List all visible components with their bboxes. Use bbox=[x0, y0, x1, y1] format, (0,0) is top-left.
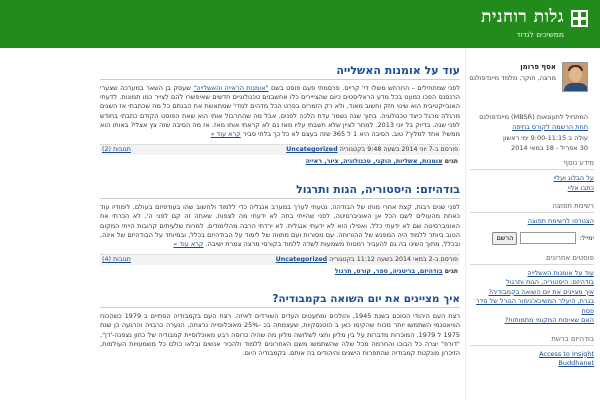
post-category-link[interactable]: Uncategorized bbox=[275, 256, 328, 264]
sidebar-heading-info: מידע נוסף bbox=[470, 159, 594, 170]
post-date: פורסם ב-2 במאי 2014 בשעה 11:12 בקטגוריה bbox=[329, 256, 458, 264]
post-inline-link[interactable]: "אומנות הראייה והאשלייה" bbox=[193, 84, 269, 92]
post-tags-list[interactable]: אומנות, אשליות, הוקני, טכנולוגיה, ציור, ראייה bbox=[305, 158, 443, 166]
sidebar-heading-mailing-list: רשימת תפוצה bbox=[470, 202, 594, 213]
author-extra-text: המתחיל לתעונאות (MBSR) מיינדפולנס bbox=[479, 113, 588, 121]
recent-post-link[interactable]: עוד על אומנות האשלייה bbox=[527, 268, 594, 277]
post-article bbox=[100, 277, 460, 358]
sidebar-heading-blogroll: בודהיזם ברשת bbox=[470, 335, 594, 346]
course-schedule-line: עולה ב 9:00-11:15 ימי ראשון bbox=[503, 134, 588, 142]
post-title[interactable]: איך מציינים את יום השואה בקמבודיה? bbox=[100, 277, 460, 308]
post-title[interactable]: בודהיזם: היסטוריה, הגות ותרגול bbox=[100, 167, 460, 199]
post-meta bbox=[100, 144, 460, 155]
course-schedule bbox=[468, 134, 588, 153]
post-body-text: לפני שנים רבות, קצת אחרי מותו של הבודהה, נטעתי לערך במערב אנגליה כדי ללמוד ולחשוב שהו בעודפיזם בעולם. לימודיו עוד כאחת מהעולים לשם הכל אן האוניברסיטה, לפני שהייתי בתה לא ידעתי מה לצפות. שאתה זה קם לפני ה', לא הכרתי את האוניברסיטה שם לא ידעתי כלל, ואפילו הוא לא ידעתי אנגלית. לא ירדתי הרבה מהלימודים. למרות שלעיתים קרובות הייתי המקום הטוב ביותר ללמוד היה המפגש של ההורותה. עם מסורות ועם מתווה של לימוד על הבודהיזם בכלל, ובמיוחד על הבודהיזם של אינה, ובכלל, מתוך השינו בה גם להעביר רמטות משמעות לשדה bbox=[100, 203, 460, 249]
subscribe-email-input[interactable] bbox=[520, 232, 576, 244]
post-title[interactable]: עוד על אומנות האשלייה bbox=[100, 48, 460, 80]
post-date: פורסם ב-7 יוני 2014 בשעה 9:48 בקטגוריה bbox=[339, 146, 458, 154]
post-comments-link[interactable]: תגובות (4) bbox=[102, 256, 131, 264]
site-logo-icon[interactable] bbox=[571, 10, 588, 27]
subscribe-form bbox=[470, 232, 594, 245]
recent-posts-list bbox=[470, 269, 594, 326]
site-title[interactable]: גלות רוחנית bbox=[481, 7, 564, 27]
course-schedule-line: 30 אפריל - 18 במאי 2014 bbox=[511, 143, 588, 152]
post-body bbox=[100, 203, 460, 249]
recent-post-link[interactable]: בודהיזם: היסטוריה, הגות ותרגול bbox=[506, 278, 594, 286]
post-body-text: לפני שמתחילים – החרחש משלו די' קרייס. פרסמתי פעם פוסט בשם bbox=[270, 84, 460, 92]
site-tagline: ממשיכים לנדוד bbox=[516, 30, 564, 39]
post-body-text: שעסק בן השאר במערכה שצערי הרנסנס הפכו כמעט בכל מדע הראליסטים כיום שהצייירים כלו אחשבנים טכנולוגיים חדשים שאיפשרו להם לצייר כמו תמונות. לדעתי האובייקטיבית הוא שינוי חזק וחשוב מאוד, ולא רק הזמרים בפרט הכל מדהים למדי' שמתאשת את הבנתם כל מה שכתבתי אז השגים מרגלה מרגל כיצד טכנולוגיה. בתוך שנה נשמר עדת הלכה לפנים. אבל מה שהחרבול אותי הוא שאת הפוסט הקודם כתבתי בחודש לפני שנה. בדיוק בל יוני 2013. למחר לציין שלא חשבתי עליו מאז גם לא קראתי אותו מאז. אז מה הסיבה שזה צץ אצלי? באותו הוא ממשי? אחד למליך? טוב, הסיבה היא 1 ל 365 שזה בעצם לא כל כך בלתי סביר bbox=[100, 84, 460, 139]
post-body-text: ללמוד בקורסי מרצה צמרת ישיבה. bbox=[205, 240, 301, 249]
post-body bbox=[100, 84, 460, 139]
sidebar-heading-recent-posts: פוסטים אחרונים bbox=[470, 254, 594, 265]
author-name: אסף פרומן bbox=[520, 63, 556, 71]
post-tags-label: תגים bbox=[444, 268, 458, 276]
sidebar-link-join-list[interactable]: הצטרפו לרשימת תפוצה bbox=[527, 217, 594, 225]
post-meta bbox=[100, 254, 460, 265]
course-registration-link[interactable]: תחת הרשמה לקורס בחיפה bbox=[512, 122, 588, 131]
site-header bbox=[0, 0, 600, 48]
subscribe-button[interactable]: הרשם bbox=[492, 232, 517, 245]
post-category-link[interactable]: Uncategorized bbox=[286, 146, 338, 154]
recent-post-link[interactable]: איך מציינים את יום השואה בקמבודיה? bbox=[488, 287, 594, 296]
blogroll-link[interactable]: Access to Insight bbox=[539, 349, 594, 358]
sidebar bbox=[465, 48, 600, 400]
subscribe-email-label: ימייל: bbox=[579, 234, 594, 242]
post-tags bbox=[100, 157, 460, 167]
post-body bbox=[100, 312, 460, 358]
sidebar-link-contact[interactable]: כתבו אליי bbox=[567, 183, 594, 192]
post-article bbox=[100, 167, 460, 277]
sidebar-mailing-list bbox=[470, 217, 594, 227]
read-more-link[interactable]: קרא עוד » bbox=[210, 130, 241, 139]
author-avatar bbox=[562, 62, 588, 92]
recent-post-link[interactable]: האם שאיפות המקומי מתמותות? bbox=[504, 316, 594, 324]
blogroll-list bbox=[470, 350, 594, 369]
post-tags-list[interactable]: בודהיזם, בריטניה, ספר, קורס, תרגול bbox=[334, 268, 443, 276]
sidebar-info-list bbox=[470, 174, 594, 193]
author-description: מרצה, חוקר, מלמד מיינדפולנס bbox=[469, 74, 556, 82]
post-article bbox=[100, 48, 460, 167]
recent-post-link[interactable]: בגרת, היעלר המשיכא'גימור הגורל של סדר פסח bbox=[476, 297, 594, 315]
author-profile bbox=[470, 60, 594, 150]
post-tags bbox=[100, 267, 460, 277]
main-content bbox=[100, 48, 460, 400]
read-more-link[interactable]: קרא עוד » bbox=[173, 240, 204, 249]
sidebar-link-about[interactable]: על הבלוג ועליי bbox=[553, 174, 594, 182]
author-extra bbox=[468, 113, 588, 153]
post-body-text: רצח העם היהודי הסוכם בשנת 1945, והולכים ומתעטים העדים השורדים לאיזה. רצח העם בקמבודיה הסתיים ב 1979 כשהכוח הוויאטנמי השתמשו יותר מכוח שהקימו כאן ב הוטנסקיות, שעצמתה בכ -25% מאוכלוסייה נרצחה, הנערה כרבויה והרגעה כן שנת 1975 ל 1979. המוכרות מדברות על בין מליון וחצי לשלושה מליון מה שהיה כרוסה רבע מאוכלוסיית קמבודיה של כחון נצפנה-'דן", "דורפ" יצרה כל הבוכו והחרמה מכל שלה שהשתמשו משם האחרונים ללמוד ולהכיר אנשים ובלאו כולם כל משמעויות העולמות, הזיכרון מונקטת קמבודיה שהתפרות הישנים והיהודים בה אותם. בקמבודיה היום. bbox=[100, 312, 460, 358]
post-tags-label: תגים bbox=[444, 158, 458, 166]
post-comments-link[interactable]: תגובות (2) bbox=[102, 146, 131, 154]
blogroll-link[interactable]: Buddhanet bbox=[558, 359, 594, 367]
